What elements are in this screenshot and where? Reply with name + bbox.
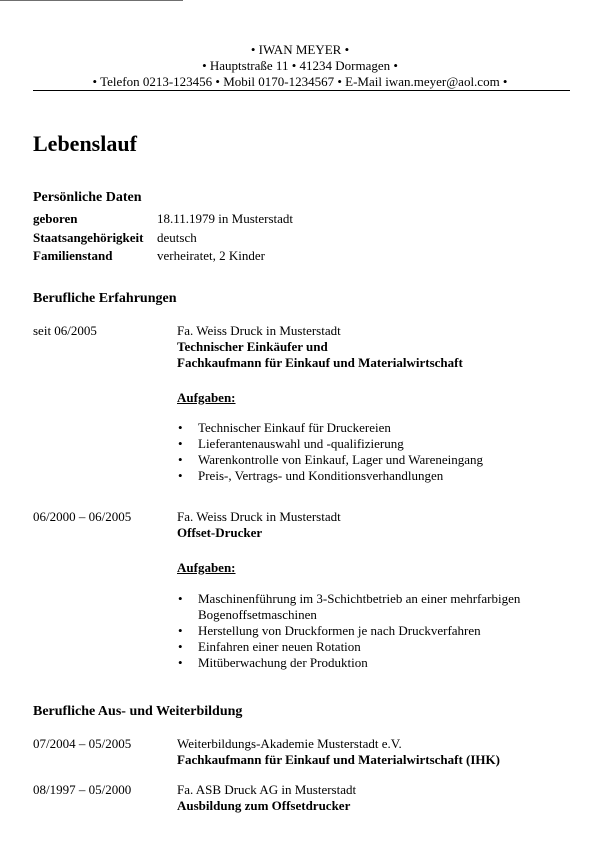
section-heading-personal: Persönliche Daten [33, 190, 142, 205]
experience-entry [33, 509, 573, 679]
education-entry [33, 736, 573, 770]
education-date: 07/2004 – 05/2005 [33, 736, 132, 751]
experience-date: 06/2000 – 06/2005 [33, 509, 132, 524]
personal-row-marital [33, 248, 573, 264]
education-details [177, 736, 577, 768]
experience-date: seit 06/2005 [33, 323, 97, 338]
section-heading-experience: Berufliche Erfahrungen [33, 291, 177, 306]
task-item: • Warenkontrolle von Einkauf, Lager und Wareneingang [177, 452, 577, 468]
personal-label: Staatsangehörigkeit [33, 230, 144, 245]
task-item: • Maschinenführung im 3-Schichtbetrieb an einer mehrfarbigen Bogenoffsetmaschinen [177, 591, 557, 623]
task-item: • Mitüberwachung der Produktion [177, 655, 557, 671]
education-qualification: Fachkaufmann für Einkauf und Materialwirtschaft (IHK) [177, 752, 500, 767]
personal-label: Familienstand [33, 248, 113, 263]
experience-details [177, 323, 577, 484]
personal-row-birth [33, 211, 573, 227]
education-institution: Weiterbildungs-Akademie Musterstadt e.V. [177, 736, 402, 751]
tasks-label: Aufgaben: [177, 390, 236, 405]
experience-entry [33, 323, 573, 493]
task-item: • Einfahren einer neuen Rotation [177, 639, 557, 655]
personal-label: geboren [33, 211, 78, 226]
top-border-line [0, 0, 183, 1]
header-divider [33, 90, 570, 91]
experience-position: Offset-Drucker [177, 525, 263, 540]
personal-value: deutsch [157, 230, 197, 245]
header-contact: • Telefon 0213-123456 • Mobil 0170-1234567 • E-Mail iwan.meyer@aol.com • [92, 74, 508, 89]
task-item: • Lieferantenauswahl und -qualifizierung [177, 436, 577, 452]
task-item: • Preis-, Vertrags- und Konditionsverhandlungen [177, 468, 577, 484]
header-name: • IWAN MEYER • [250, 42, 350, 57]
education-qualification: Ausbildung zum Offsetdrucker [177, 798, 351, 813]
task-list [177, 591, 557, 671]
experience-position: Fachkaufmann für Einkauf und Materialwirtschaft [177, 355, 463, 370]
experience-details [177, 509, 577, 671]
experience-position: Technischer Einkäufer und [177, 339, 328, 354]
tasks-label: Aufgaben: [177, 560, 236, 575]
experience-company: Fa. Weiss Druck in Musterstadt [177, 323, 341, 338]
education-date: 08/1997 – 05/2000 [33, 782, 132, 797]
personal-value: verheiratet, 2 Kinder [157, 248, 265, 263]
section-heading-education: Berufliche Aus- und Weiterbildung [33, 704, 243, 719]
task-item: • Technischer Einkauf für Druckereien [177, 420, 577, 436]
education-institution: Fa. ASB Druck AG in Musterstadt [177, 782, 357, 797]
experience-company: Fa. Weiss Druck in Musterstadt [177, 509, 341, 524]
personal-value: 18.11.1979 in Musterstadt [157, 211, 294, 226]
document-title: Lebenslauf [33, 131, 137, 156]
task-list [177, 420, 577, 484]
header-address: • Hauptstraße 11 • 41234 Dormagen • [202, 58, 398, 73]
task-item: • Herstellung von Druckformen je nach Druckverfahren [177, 623, 557, 639]
education-details [177, 782, 577, 814]
personal-row-nationality [33, 230, 573, 246]
education-entry [33, 782, 573, 816]
contact-header [0, 42, 600, 90]
